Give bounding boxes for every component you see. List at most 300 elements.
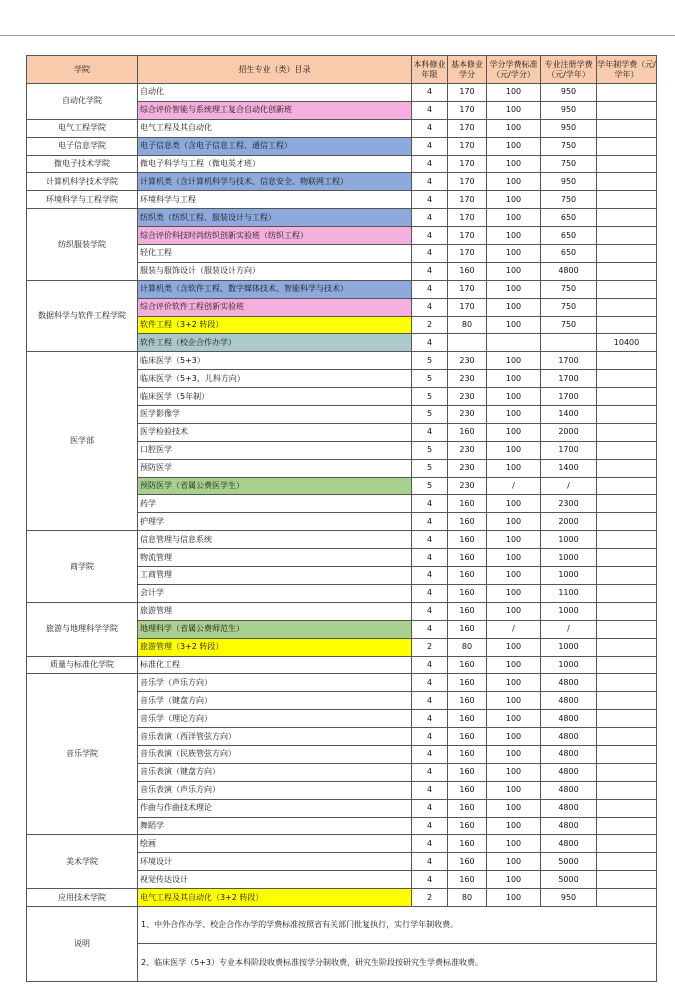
- years-cell: 5: [412, 370, 448, 388]
- table-row: [27, 84, 657, 102]
- header-years: 本科修业年限: [412, 56, 448, 84]
- top-rule: [0, 35, 675, 36]
- years-cell: 4: [412, 245, 448, 263]
- major-name: 临床医学（5年制）: [138, 388, 412, 406]
- year-fee-cell: [597, 477, 657, 495]
- credit-fee-cell: 100: [487, 84, 541, 102]
- reg-fee-cell: 950: [541, 889, 597, 907]
- credit-fee-cell: 100: [487, 119, 541, 137]
- years-cell: 4: [412, 656, 448, 674]
- major-name: 绘画: [138, 835, 412, 853]
- major-name: 音乐表演（键盘方向）: [138, 763, 412, 781]
- credits-cell: 230: [448, 388, 487, 406]
- credits-cell: 160: [448, 799, 487, 817]
- years-cell: 4: [412, 549, 448, 567]
- credits-cell: 160: [448, 710, 487, 728]
- credit-fee-cell: 100: [487, 388, 541, 406]
- major-name: 旅游管理（3+2 转段）: [138, 638, 412, 656]
- years-cell: 4: [412, 513, 448, 531]
- year-fee-cell: [597, 173, 657, 191]
- credit-fee-cell: 100: [487, 245, 541, 263]
- major-name: 轻化工程: [138, 245, 412, 263]
- year-fee-cell: [597, 656, 657, 674]
- year-fee-cell: [597, 191, 657, 209]
- college-name: 纺织服装学院: [27, 209, 138, 281]
- header-credits: 基本修业学分: [448, 56, 487, 84]
- years-cell: 5: [412, 477, 448, 495]
- major-name: 会计学: [138, 584, 412, 602]
- year-fee-cell: [597, 817, 657, 835]
- college-name: 自动化学院: [27, 84, 138, 120]
- year-fee-cell: [597, 119, 657, 137]
- years-cell: 4: [412, 280, 448, 298]
- credit-fee-cell: 100: [487, 710, 541, 728]
- year-fee-cell: [597, 227, 657, 245]
- reg-fee-cell: 4800: [541, 835, 597, 853]
- credits-cell: 170: [448, 298, 487, 316]
- major-name: 音乐学（键盘方向）: [138, 692, 412, 710]
- credits-cell: 230: [448, 406, 487, 424]
- reg-fee-cell: 950: [541, 84, 597, 102]
- reg-fee-cell: 750: [541, 191, 597, 209]
- year-fee-cell: [597, 84, 657, 102]
- header-credit-fee: 学分学费标准（元/学分）: [487, 56, 541, 84]
- year-fee-cell: [597, 871, 657, 889]
- credit-fee-cell: 100: [487, 549, 541, 567]
- major-name: 视觉传达设计: [138, 871, 412, 889]
- credit-fee-cell: 100: [487, 406, 541, 424]
- year-fee-cell: [597, 674, 657, 692]
- year-fee-cell: [597, 280, 657, 298]
- year-fee-cell: [597, 298, 657, 316]
- reg-fee-cell: 1000: [541, 638, 597, 656]
- college-name: 应用技术学院: [27, 889, 138, 907]
- year-fee-cell: [597, 799, 657, 817]
- credits-cell: 170: [448, 84, 487, 102]
- major-name: 预防医学（省属公费医学生）: [138, 477, 412, 495]
- year-fee-cell: [597, 513, 657, 531]
- credits-cell: 160: [448, 853, 487, 871]
- year-fee-cell: [597, 388, 657, 406]
- credit-fee-cell: 100: [487, 602, 541, 620]
- credits-cell: 170: [448, 245, 487, 263]
- years-cell: 4: [412, 584, 448, 602]
- year-fee-cell: [597, 137, 657, 155]
- reg-fee-cell: 1700: [541, 388, 597, 406]
- credits-cell: 160: [448, 763, 487, 781]
- year-fee-cell: [597, 441, 657, 459]
- years-cell: 4: [412, 84, 448, 102]
- credit-fee-cell: 100: [487, 799, 541, 817]
- reg-fee-cell: 1400: [541, 406, 597, 424]
- credit-fee-cell: [487, 334, 541, 352]
- years-cell: 4: [412, 781, 448, 799]
- reg-fee-cell: /: [541, 477, 597, 495]
- major-name: 医学检验技术: [138, 423, 412, 441]
- reg-fee-cell: 5000: [541, 871, 597, 889]
- credits-cell: 170: [448, 227, 487, 245]
- college-name: 电气工程学院: [27, 119, 138, 137]
- reg-fee-cell: 950: [541, 173, 597, 191]
- header-row: [27, 56, 657, 84]
- year-fee-cell: [597, 602, 657, 620]
- years-cell: 4: [412, 871, 448, 889]
- credits-cell: 230: [448, 370, 487, 388]
- credit-fee-cell: 100: [487, 370, 541, 388]
- year-fee-cell: [597, 567, 657, 585]
- reg-fee-cell: /: [541, 620, 597, 638]
- table-row: [27, 352, 657, 370]
- college-name: 计算机科学技术学院: [27, 173, 138, 191]
- years-cell: 4: [412, 262, 448, 280]
- reg-fee-cell: 650: [541, 209, 597, 227]
- years-cell: 4: [412, 334, 448, 352]
- table-row: [27, 119, 657, 137]
- credit-fee-cell: 100: [487, 209, 541, 227]
- major-name: 自动化: [138, 84, 412, 102]
- credits-cell: 80: [448, 889, 487, 907]
- credits-cell: 160: [448, 871, 487, 889]
- header-reg-fee: 专业注册学费（元/学年）: [541, 56, 597, 84]
- table-row: [27, 602, 657, 620]
- reg-fee-cell: 1000: [541, 531, 597, 549]
- reg-fee-cell: 1100: [541, 584, 597, 602]
- credit-fee-cell: 100: [487, 638, 541, 656]
- table-row: [27, 835, 657, 853]
- credits-cell: 170: [448, 155, 487, 173]
- credits-cell: 80: [448, 638, 487, 656]
- college-name: 环境科学与工程学院: [27, 191, 138, 209]
- credits-cell: 230: [448, 459, 487, 477]
- credit-fee-cell: 100: [487, 191, 541, 209]
- major-name: 标准化工程: [138, 656, 412, 674]
- years-cell: 4: [412, 137, 448, 155]
- credit-fee-cell: 100: [487, 656, 541, 674]
- credit-fee-cell: 100: [487, 584, 541, 602]
- credit-fee-cell: 100: [487, 889, 541, 907]
- reg-fee-cell: 4800: [541, 728, 597, 746]
- credits-cell: 160: [448, 423, 487, 441]
- years-cell: 4: [412, 799, 448, 817]
- college-name: 旅游与地理科学学院: [27, 602, 138, 656]
- major-name: 临床医学（5+3，儿科方向）: [138, 370, 412, 388]
- major-name: 地理科学（省属公费师范生）: [138, 620, 412, 638]
- credit-fee-cell: 100: [487, 155, 541, 173]
- major-name: 综合评价软件工程创新实验班: [138, 298, 412, 316]
- reg-fee-cell: 4800: [541, 692, 597, 710]
- major-name: 旅游管理: [138, 602, 412, 620]
- note-2: 2、临床医学（5+3）专业本科阶段收费标准按学分制收费，研究生阶段按研究生学费标准收费。: [138, 944, 657, 982]
- reg-fee-cell: 1000: [541, 549, 597, 567]
- year-fee-cell: [597, 262, 657, 280]
- reg-fee-cell: 4800: [541, 763, 597, 781]
- major-name: 计算机类（含计算机科学与技术、信息安全、物联网工程）: [138, 173, 412, 191]
- reg-fee-cell: 950: [541, 101, 597, 119]
- year-fee-cell: [597, 459, 657, 477]
- major-name: 电气工程及其自动化（3+2 转段）: [138, 889, 412, 907]
- credit-fee-cell: 100: [487, 101, 541, 119]
- credits-cell: 230: [448, 352, 487, 370]
- credits-cell: 170: [448, 280, 487, 298]
- year-fee-cell: [597, 763, 657, 781]
- credits-cell: 160: [448, 584, 487, 602]
- year-fee-cell: [597, 853, 657, 871]
- credits-cell: 160: [448, 620, 487, 638]
- credits-cell: 160: [448, 513, 487, 531]
- major-name: 软件工程（校企合作办学）: [138, 334, 412, 352]
- table-body: [27, 84, 657, 907]
- credit-fee-cell: 100: [487, 763, 541, 781]
- year-fee-cell: [597, 781, 657, 799]
- table-row: [27, 173, 657, 191]
- credit-fee-cell: 100: [487, 441, 541, 459]
- year-fee-cell: [597, 352, 657, 370]
- credits-cell: 230: [448, 477, 487, 495]
- table-row: [27, 674, 657, 692]
- years-cell: 4: [412, 602, 448, 620]
- credits-cell: 170: [448, 173, 487, 191]
- year-fee-cell: [597, 531, 657, 549]
- note-row: [27, 906, 657, 944]
- credit-fee-cell: /: [487, 477, 541, 495]
- year-fee-cell: 10400: [597, 334, 657, 352]
- years-cell: 4: [412, 692, 448, 710]
- year-fee-cell: [597, 155, 657, 173]
- credit-fee-cell: 100: [487, 280, 541, 298]
- reg-fee-cell: 4800: [541, 817, 597, 835]
- credit-fee-cell: 100: [487, 298, 541, 316]
- college-name: 质量与标准化学院: [27, 656, 138, 674]
- years-cell: 4: [412, 745, 448, 763]
- reg-fee-cell: 950: [541, 119, 597, 137]
- year-fee-cell: [597, 495, 657, 513]
- major-name: 计算机类（含软件工程、数字媒体技术、智能科学与技术）: [138, 280, 412, 298]
- credits-cell: 170: [448, 191, 487, 209]
- major-name: 护理学: [138, 513, 412, 531]
- credits-cell: [448, 334, 487, 352]
- table-row: [27, 531, 657, 549]
- years-cell: 4: [412, 173, 448, 191]
- years-cell: 2: [412, 889, 448, 907]
- credit-fee-cell: 100: [487, 817, 541, 835]
- reg-fee-cell: 1700: [541, 370, 597, 388]
- major-name: 环境科学与工程: [138, 191, 412, 209]
- credit-fee-cell: 100: [487, 495, 541, 513]
- reg-fee-cell: 2000: [541, 513, 597, 531]
- major-name: 音乐表演（西洋管弦方向）: [138, 728, 412, 746]
- year-fee-cell: [597, 835, 657, 853]
- years-cell: 4: [412, 620, 448, 638]
- years-cell: 4: [412, 227, 448, 245]
- reg-fee-cell: 4800: [541, 745, 597, 763]
- major-name: 综合评价智能与系统理工复合自动化创新班: [138, 101, 412, 119]
- years-cell: 4: [412, 531, 448, 549]
- major-name: 信息管理与信息系统: [138, 531, 412, 549]
- major-name: 音乐表演（民族管弦方向）: [138, 745, 412, 763]
- major-name: 口腔医学: [138, 441, 412, 459]
- major-name: 工商管理: [138, 567, 412, 585]
- major-name: 环境设计: [138, 853, 412, 871]
- credit-fee-cell: 100: [487, 423, 541, 441]
- credits-cell: 160: [448, 495, 487, 513]
- credits-cell: 170: [448, 209, 487, 227]
- year-fee-cell: [597, 638, 657, 656]
- years-cell: 4: [412, 817, 448, 835]
- year-fee-cell: [597, 692, 657, 710]
- year-fee-cell: [597, 209, 657, 227]
- year-fee-cell: [597, 710, 657, 728]
- table-row: [27, 280, 657, 298]
- credit-fee-cell: 100: [487, 835, 541, 853]
- years-cell: 5: [412, 388, 448, 406]
- credits-cell: 160: [448, 728, 487, 746]
- table-row: [27, 191, 657, 209]
- years-cell: 4: [412, 119, 448, 137]
- credits-cell: 160: [448, 549, 487, 567]
- credit-fee-cell: 100: [487, 871, 541, 889]
- years-cell: 4: [412, 191, 448, 209]
- reg-fee-cell: 1400: [541, 459, 597, 477]
- major-name: 舞蹈学: [138, 817, 412, 835]
- credit-fee-cell: 100: [487, 674, 541, 692]
- tuition-table: [26, 55, 657, 982]
- years-cell: 4: [412, 298, 448, 316]
- year-fee-cell: [597, 745, 657, 763]
- major-name: 综合评价科技时尚纺织创新实验班（纺织工程）: [138, 227, 412, 245]
- major-name: 作曲与作曲技术理论: [138, 799, 412, 817]
- college-name: 医学部: [27, 352, 138, 531]
- table-row: [27, 209, 657, 227]
- reg-fee-cell: 1000: [541, 567, 597, 585]
- reg-fee-cell: 750: [541, 137, 597, 155]
- years-cell: 4: [412, 835, 448, 853]
- credits-cell: 160: [448, 835, 487, 853]
- reg-fee-cell: 1000: [541, 602, 597, 620]
- credit-fee-cell: 100: [487, 531, 541, 549]
- year-fee-cell: [597, 728, 657, 746]
- credits-cell: 80: [448, 316, 487, 334]
- credit-fee-cell: 100: [487, 227, 541, 245]
- credit-fee-cell: 100: [487, 262, 541, 280]
- years-cell: 5: [412, 352, 448, 370]
- year-fee-cell: [597, 549, 657, 567]
- year-fee-cell: [597, 584, 657, 602]
- reg-fee-cell: 4800: [541, 781, 597, 799]
- years-cell: 2: [412, 316, 448, 334]
- reg-fee-cell: 750: [541, 316, 597, 334]
- credits-cell: 160: [448, 745, 487, 763]
- college-name: 数据科学与软件工程学院: [27, 280, 138, 352]
- years-cell: 4: [412, 763, 448, 781]
- year-fee-cell: [597, 370, 657, 388]
- reg-fee-cell: 750: [541, 155, 597, 173]
- major-name: 软件工程（3+2 转段）: [138, 316, 412, 334]
- credits-cell: 170: [448, 101, 487, 119]
- years-cell: 4: [412, 853, 448, 871]
- year-fee-cell: [597, 101, 657, 119]
- notes-label: 说明: [27, 906, 138, 981]
- years-cell: 4: [412, 495, 448, 513]
- major-name: 医学影像学: [138, 406, 412, 424]
- years-cell: 4: [412, 674, 448, 692]
- year-fee-cell: [597, 316, 657, 334]
- college-name: 微电子技术学院: [27, 155, 138, 173]
- year-fee-cell: [597, 245, 657, 263]
- credit-fee-cell: 100: [487, 459, 541, 477]
- credit-fee-cell: 100: [487, 781, 541, 799]
- credit-fee-cell: 100: [487, 728, 541, 746]
- major-name: 临床医学（5+3）: [138, 352, 412, 370]
- reg-fee-cell: 1700: [541, 441, 597, 459]
- credits-cell: 160: [448, 781, 487, 799]
- years-cell: 4: [412, 423, 448, 441]
- years-cell: 5: [412, 406, 448, 424]
- reg-fee-cell: 4800: [541, 674, 597, 692]
- year-fee-cell: [597, 406, 657, 424]
- table-row: [27, 137, 657, 155]
- credit-fee-cell: 100: [487, 137, 541, 155]
- credit-fee-cell: 100: [487, 352, 541, 370]
- reg-fee-cell: 2300: [541, 495, 597, 513]
- years-cell: 4: [412, 155, 448, 173]
- reg-fee-cell: 750: [541, 298, 597, 316]
- reg-fee-cell: [541, 334, 597, 352]
- major-name: 纺织类（纺织工程、服装设计与工程）: [138, 209, 412, 227]
- credits-cell: 160: [448, 692, 487, 710]
- year-fee-cell: [597, 620, 657, 638]
- credits-cell: 160: [448, 674, 487, 692]
- header-year-fee: 学年制学费（元/学年）: [597, 56, 657, 84]
- credits-cell: 160: [448, 567, 487, 585]
- table-row: [27, 889, 657, 907]
- credit-fee-cell: 100: [487, 692, 541, 710]
- reg-fee-cell: 4800: [541, 262, 597, 280]
- major-name: 微电子科学与工程（微电英才班）: [138, 155, 412, 173]
- credits-cell: 160: [448, 262, 487, 280]
- credits-cell: 170: [448, 119, 487, 137]
- notes-section: [27, 906, 657, 981]
- note-1: 1、中外合作办学、校企合作办学的学费标准按照省有关部门批复执行，实行学年制收费。: [138, 906, 657, 944]
- reg-fee-cell: 5000: [541, 853, 597, 871]
- major-name: 物流管理: [138, 549, 412, 567]
- reg-fee-cell: 2000: [541, 423, 597, 441]
- credit-fee-cell: 100: [487, 745, 541, 763]
- years-cell: 4: [412, 567, 448, 585]
- year-fee-cell: [597, 423, 657, 441]
- table-row: [27, 656, 657, 674]
- college-name: 电子信息学院: [27, 137, 138, 155]
- reg-fee-cell: 750: [541, 280, 597, 298]
- credits-cell: 160: [448, 531, 487, 549]
- years-cell: 2: [412, 638, 448, 656]
- credits-cell: 170: [448, 137, 487, 155]
- header-college: 学院: [27, 56, 138, 84]
- reg-fee-cell: 650: [541, 245, 597, 263]
- major-name: 服装与服饰设计（服装设计方向）: [138, 262, 412, 280]
- credit-fee-cell: 100: [487, 513, 541, 531]
- years-cell: 4: [412, 209, 448, 227]
- credit-fee-cell: 100: [487, 853, 541, 871]
- reg-fee-cell: 1000: [541, 656, 597, 674]
- years-cell: 4: [412, 101, 448, 119]
- college-name: 音乐学院: [27, 674, 138, 835]
- reg-fee-cell: 1700: [541, 352, 597, 370]
- years-cell: 5: [412, 459, 448, 477]
- major-name: 音乐学（理论方向）: [138, 710, 412, 728]
- table-row: [27, 155, 657, 173]
- credits-cell: 160: [448, 817, 487, 835]
- credits-cell: 160: [448, 602, 487, 620]
